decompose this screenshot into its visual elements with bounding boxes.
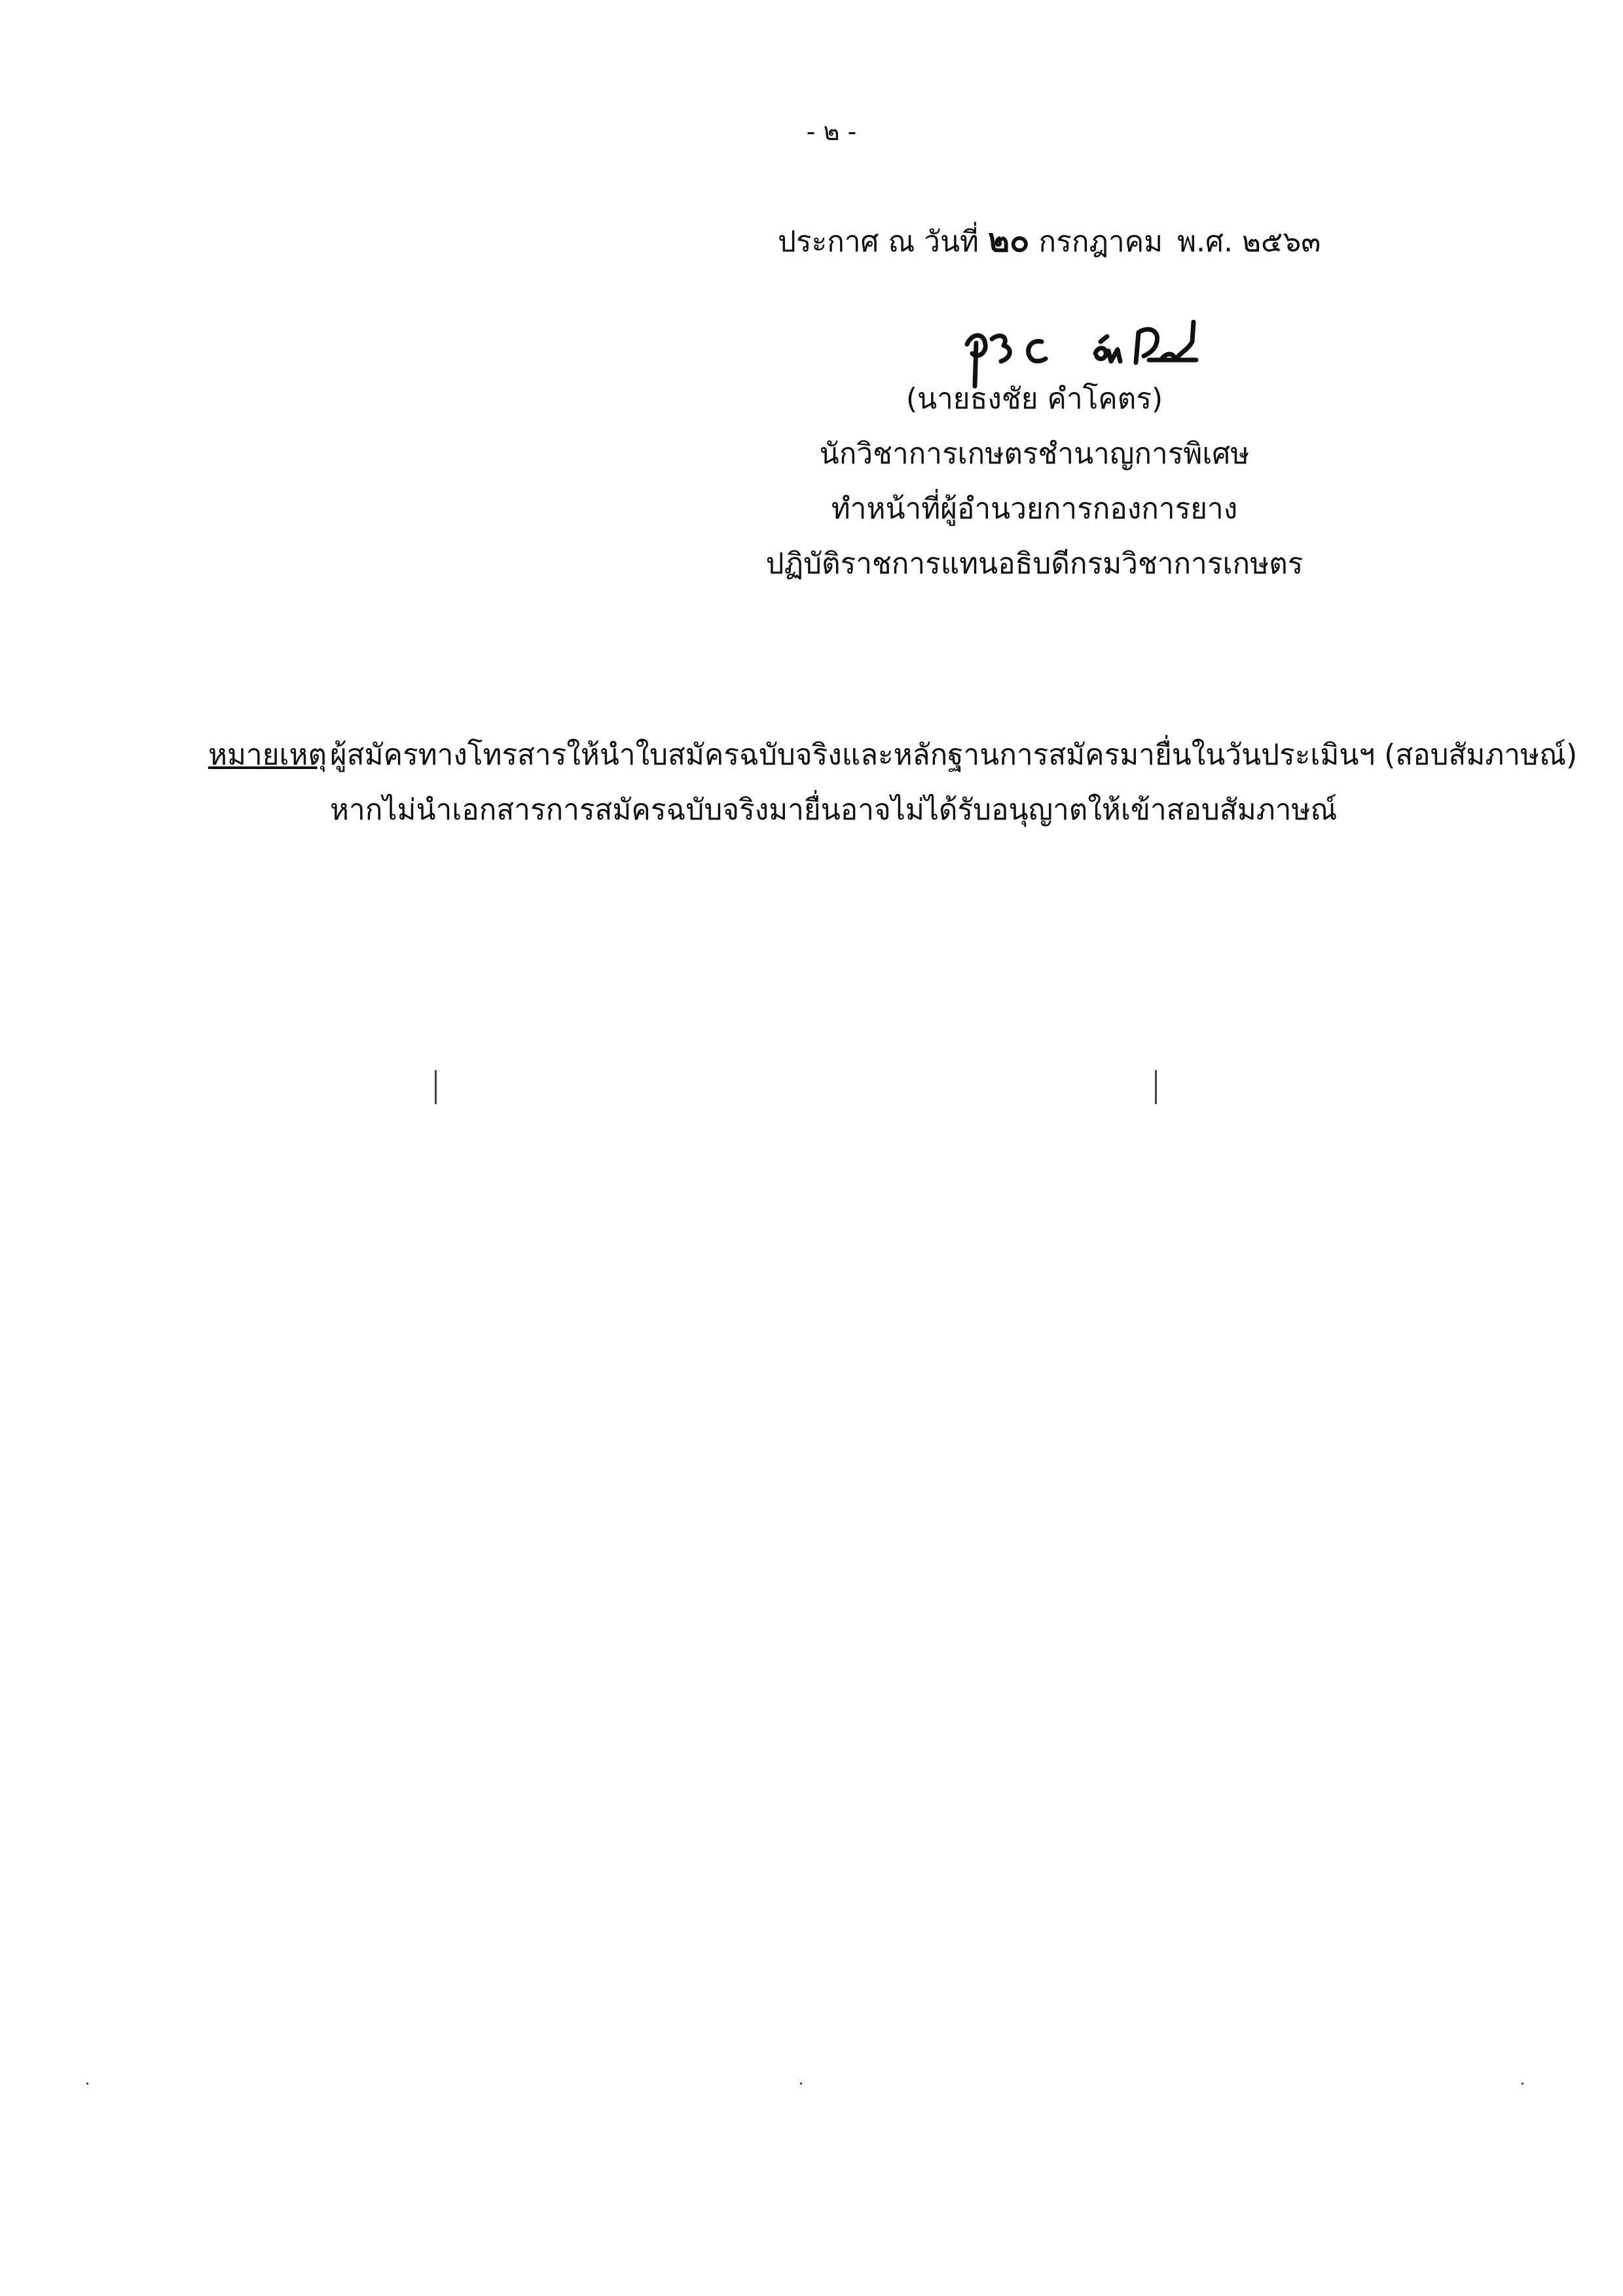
page-number: - ๒ - [806,117,857,146]
remark-section [208,728,1577,838]
remark-text-2: หากไม่นำเอกสารการสมัครฉบับจริงมายื่นอาจไม่ได้รับอนุญาตให้เข้าสอบสัมภาษณ์ [330,793,1338,827]
remark-text-1: ผู้สมัครทางโทรสารให้นำใบสมัครฉบับจริงและหลักฐานการสมัครมายื่นในวันประเมินฯ (สอบสัมภาษณ์) [330,738,1578,772]
scan-dot-1 [86,2083,88,2085]
signatory-position: นักวิชาการเกษตรชำนาญการพิเศษ [819,437,1250,471]
announcement-day: ๒๐ [988,221,1030,259]
scan-dot-3 [1522,2083,1523,2085]
scan-mark-right [1155,1070,1157,1104]
remark-line-1 [208,728,1577,783]
scan-dot-2 [800,2083,802,2085]
announcement-date-line [778,215,1321,266]
signature-block [753,372,1316,592]
remark-label: หมายเหตุ [208,738,327,772]
announcement-prefix: ประกาศ ณ วันที่ [778,225,979,259]
signatory-on-behalf: ปฏิบัติราชการแทนอธิบดีกรมวิชาการเกษตร [765,547,1304,581]
announcement-month: กรกฎาคม [1038,225,1163,259]
scan-mark-left [435,1070,437,1104]
announcement-year: พ.ศ. ๒๕๖๓ [1177,225,1321,259]
signatory-name: (นายธงชัย คำโคตร) [905,382,1163,416]
signatory-acting-role: ทำหน้าที่ผู้อำนวยการกองการยาง [831,492,1238,526]
